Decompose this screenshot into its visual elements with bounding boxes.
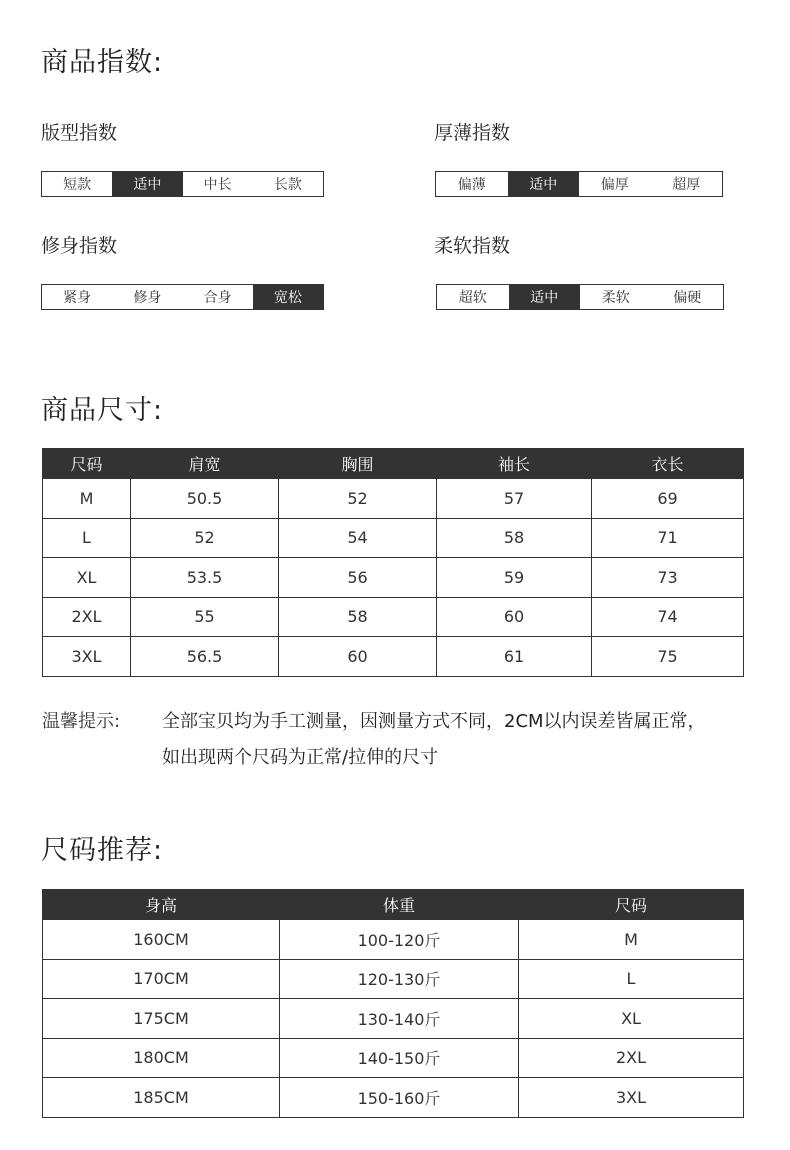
table-cell: 73 (592, 558, 744, 598)
table-cell: 61 (437, 637, 592, 677)
index-option: 偏厚 (600, 177, 629, 193)
table-row (43, 518, 744, 558)
table-row (43, 558, 744, 598)
index-scale (41, 284, 324, 310)
table-cell: 3XL (43, 637, 131, 677)
index-scale (435, 171, 723, 197)
index-option: 超厚 (672, 177, 701, 193)
index-option: 偏薄 (457, 177, 486, 193)
table-cell: 58 (279, 597, 437, 637)
table-row (43, 1078, 744, 1118)
table-cell: 60 (279, 637, 437, 677)
table-cell: 54 (279, 518, 437, 558)
table-cell: 185CM (43, 1078, 280, 1118)
table-cell: 160CM (43, 920, 280, 960)
table-cell: 60 (437, 597, 592, 637)
table-cell: XL (43, 558, 131, 598)
index-option: 短款 (63, 177, 92, 193)
index-label: 厚薄指数 (434, 122, 511, 144)
table-row (43, 999, 744, 1039)
table-row (43, 1038, 744, 1078)
tip-line-1: 全部宝贝均为手工测量，因测量方式不同，2CM以内误差皆属正常， (162, 711, 706, 732)
index-option: 修身 (133, 290, 162, 306)
table-cell: 56 (279, 558, 437, 598)
index-option: 柔软 (601, 290, 630, 306)
index-option: 中长 (203, 177, 232, 193)
index-option: 超软 (458, 290, 487, 306)
table-cell: 2XL (519, 1038, 744, 1078)
table-cell: 170CM (43, 959, 280, 999)
table-row (43, 597, 744, 637)
size-table-header (43, 449, 744, 479)
table-cell: 75 (592, 637, 744, 677)
column-header: 体重 (280, 890, 519, 920)
table-cell: 180CM (43, 1038, 280, 1078)
table-cell: 59 (437, 558, 592, 598)
table-row (43, 637, 744, 677)
recommend-table-header (43, 890, 744, 920)
column-header: 衣长 (592, 449, 744, 479)
index-option-selected: 宽松 (253, 285, 323, 309)
table-cell: M (43, 479, 131, 519)
table-cell: M (519, 920, 744, 960)
size-table (42, 448, 744, 677)
tip-line-2: 如出现两个尺码为正常/拉伸的尺寸 (162, 747, 439, 768)
index-option: 合身 (203, 290, 232, 306)
column-header: 尺码 (519, 890, 744, 920)
table-cell: 74 (592, 597, 744, 637)
recommend-table (42, 889, 744, 1118)
table-cell: 52 (279, 479, 437, 519)
index-scale (41, 171, 324, 197)
table-cell: 175CM (43, 999, 280, 1039)
column-header: 胸围 (279, 449, 437, 479)
section-title-recommend: 尺码推荐: (41, 835, 164, 866)
table-cell: 3XL (519, 1078, 744, 1118)
table-row (43, 479, 744, 519)
index-label: 柔软指数 (434, 235, 511, 257)
table-cell: 130-140斤 (280, 999, 519, 1039)
index-scale (436, 284, 724, 310)
index-option: 长款 (273, 177, 302, 193)
table-cell: 71 (592, 518, 744, 558)
table-cell: 58 (437, 518, 592, 558)
table-cell: 56.5 (131, 637, 279, 677)
table-cell: 55 (131, 597, 279, 637)
table-cell: 150-160斤 (280, 1078, 519, 1118)
column-header: 尺码 (43, 449, 131, 479)
table-row (43, 920, 744, 960)
table-row (43, 959, 744, 999)
table-cell: 69 (592, 479, 744, 519)
index-label: 修身指数 (41, 235, 118, 257)
table-cell: 52 (131, 518, 279, 558)
table-cell: XL (519, 999, 744, 1039)
column-header: 袖长 (437, 449, 592, 479)
index-option: 紧身 (63, 290, 92, 306)
table-cell: L (519, 959, 744, 999)
index-option-selected: 适中 (508, 172, 580, 196)
section-title-indices: 商品指数: (41, 47, 164, 78)
column-header: 肩宽 (131, 449, 279, 479)
table-cell: 53.5 (131, 558, 279, 598)
table-cell: 140-150斤 (280, 1038, 519, 1078)
table-cell: 100-120斤 (280, 920, 519, 960)
index-option-selected: 适中 (112, 172, 182, 196)
index-option-selected: 适中 (509, 285, 581, 309)
tip-label: 温馨提示: (42, 711, 121, 732)
table-cell: 57 (437, 479, 592, 519)
index-option: 偏硬 (673, 290, 702, 306)
table-cell: 120-130斤 (280, 959, 519, 999)
index-label: 版型指数 (41, 122, 118, 144)
table-cell: 2XL (43, 597, 131, 637)
table-cell: L (43, 518, 131, 558)
table-cell: 50.5 (131, 479, 279, 519)
section-title-size: 商品尺寸: (41, 395, 164, 426)
column-header: 身高 (43, 890, 280, 920)
